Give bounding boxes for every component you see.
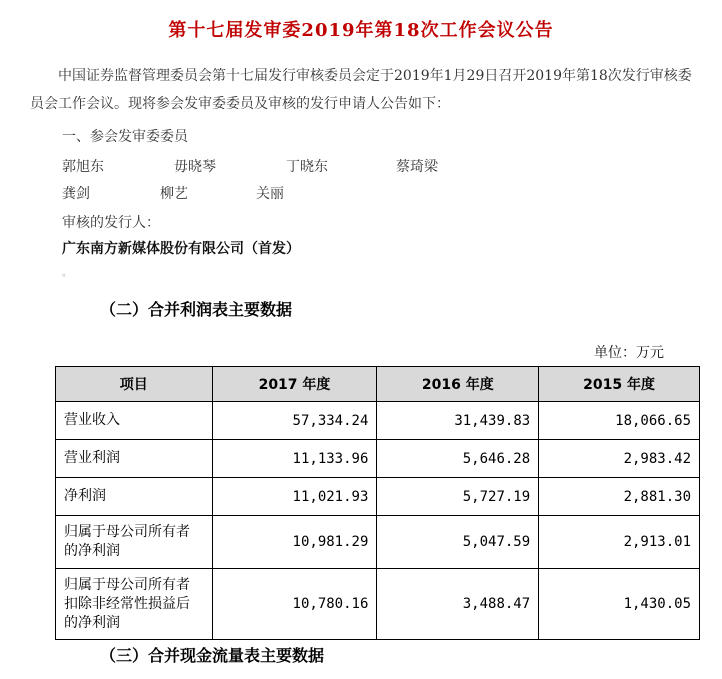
cell-2016: 3,488.47 [377,569,539,640]
cell-2017: 11,021.93 [212,478,377,516]
header-2016: 2016 年度 [377,367,539,402]
member-name: 龚剑 [62,186,90,202]
cell-2016: 5,646.28 [377,440,539,478]
row-label: 归属于母公司所有者的净利润 [56,516,213,569]
cell-2016: 31,439.83 [377,402,539,440]
cell-2017: 11,133.96 [212,440,377,478]
intro-paragraph: 中国证券监督管理委员会第十七届发行审核委员会定于2019年1月29日召开2019年第18次发行审核委员会工作会议。现将参会发审委委员及审核的发行申请人公告如下： [30,68,692,112]
row-label: 净利润 [56,478,213,516]
cell-2016: 5,047.59 [377,516,539,569]
table-row [56,516,700,569]
cell-2015: 18,066.65 [539,402,700,440]
table-row [56,569,700,640]
cell-2015: 2,881.30 [539,478,700,516]
table-row [56,402,700,440]
section-cashflow-heading: （三）合并现金流量表主要数据 [100,646,325,665]
cell-2017: 10,981.29 [212,516,377,569]
cell-2015: 1,430.05 [539,569,700,640]
table-header-row [56,367,700,402]
cell-2017: 10,780.16 [212,569,377,640]
applicant-heading: 审核的发行人： [62,215,160,231]
cell-2015: 2,913.01 [539,516,700,569]
row-label: 营业利润 [56,440,213,478]
row-label: 归属于母公司所有者扣除非经常性损益后的净利润 [56,569,213,640]
section-income-heading: （二）合并利润表主要数据 [100,300,293,319]
member-name: 毋晓琴 [174,159,216,175]
stray-dot: 。 [62,268,72,279]
table-row [56,478,700,516]
header-2015: 2015 年度 [539,367,700,402]
income-table [55,366,700,640]
applicant-name: 广东南方新媒体股份有限公司（首发） [62,241,300,257]
member-name: 丁晓东 [286,159,328,175]
header-2017: 2017 年度 [212,367,377,402]
header-item: 项目 [56,367,213,402]
page-title: 第十七届发审委2019年第18次工作会议公告 [168,20,554,41]
cell-2015: 2,983.42 [539,440,700,478]
cell-2016: 5,727.19 [377,478,539,516]
row-label: 营业收入 [56,402,213,440]
member-name: 关丽 [256,186,284,202]
cell-2017: 57,334.24 [212,402,377,440]
member-name: 郭旭东 [62,159,104,175]
member-name: 蔡琦梁 [396,159,438,175]
members-heading: 一、参会发审委委员 [62,129,188,145]
unit-label: 单位：万元 [594,345,664,361]
member-name: 柳艺 [160,186,188,202]
table-row [56,440,700,478]
